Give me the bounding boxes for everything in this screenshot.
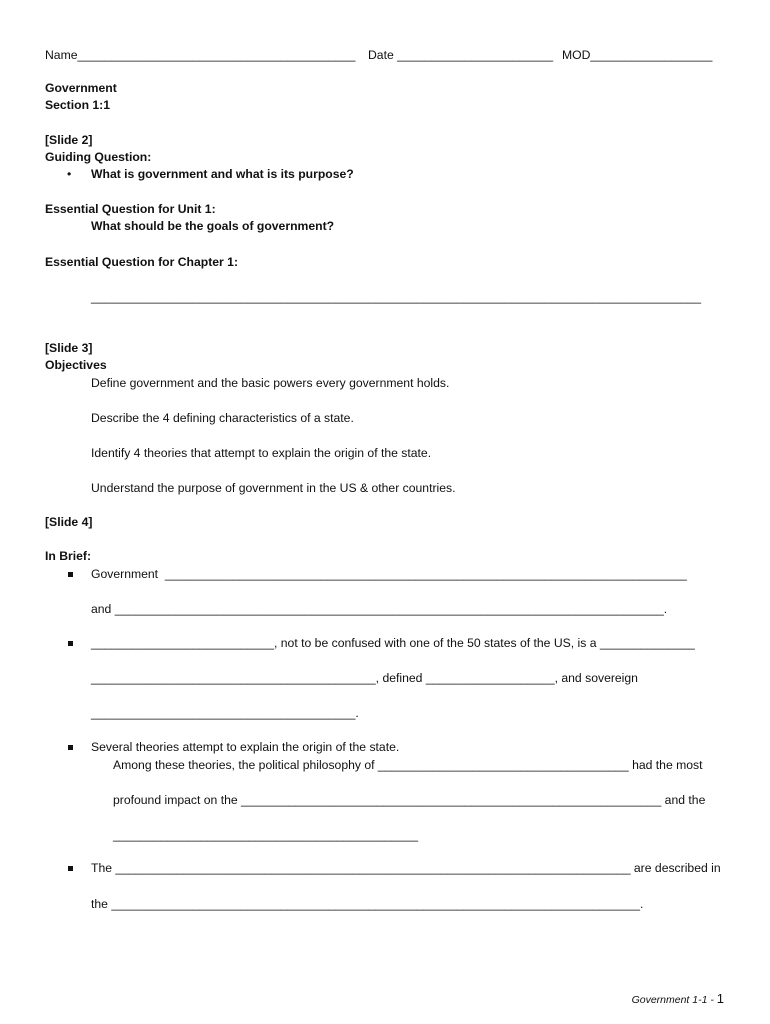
footer-label: Government 1-1 - <box>631 994 717 1006</box>
brief-item-1-line-2: and _________________________________________________________________________________. <box>91 602 668 616</box>
objectives-label: Objectives <box>45 358 107 372</box>
square-bullet-icon <box>68 572 73 577</box>
square-bullet-icon <box>68 866 73 871</box>
essential-chapter-label: Essential Question for Chapter 1: <box>45 255 239 269</box>
guiding-question: What is government and what is its purpose? <box>91 167 354 181</box>
page-number: 1 <box>716 991 724 1006</box>
brief-item-2-line-2: __________________________________________, defined ___________________, and sovereign <box>91 671 638 685</box>
date-field: Date _______________________ <box>368 48 554 62</box>
guiding-bullet: • <box>67 167 72 181</box>
essential-unit-question: What should be the goals of government? <box>91 219 335 233</box>
slide3-label: [Slide 3] <box>45 341 93 355</box>
brief-item-3-line-1: Several theories attempt to explain the origin of the state. <box>91 740 400 754</box>
page-title: Government <box>45 81 117 95</box>
square-bullet-icon <box>68 641 73 646</box>
section-label: Section 1:1 <box>45 98 111 112</box>
brief-item-3-line-4: _____________________________________________ <box>113 828 419 842</box>
name-field: Name_________________________________________ <box>45 48 356 62</box>
objective-item: Understand the purpose of government in the US & other countries. <box>91 481 456 495</box>
square-bullet-icon <box>68 745 73 750</box>
in-brief-label: In Brief: <box>45 549 92 563</box>
brief-item-2-line-1: ___________________________, not to be confused with one of the 50 states of the US, is a ______________ <box>91 636 695 650</box>
guiding-question-label: Guiding Question: <box>45 150 152 164</box>
slide2-label: [Slide 2] <box>45 133 93 147</box>
page-footer <box>632 991 724 1006</box>
objective-item: Describe the 4 defining characteristics of a state. <box>91 411 354 425</box>
essential-chapter-blank: __________________________________________________________________________________________ <box>91 290 702 304</box>
slide4-label: [Slide 4] <box>45 515 93 529</box>
brief-item-4-line-2: the ______________________________________________________________________________. <box>91 897 644 911</box>
objective-item: Define government and the basic powers every government holds. <box>91 376 450 390</box>
objective-item: Identify 4 theories that attempt to explain the origin of the state. <box>91 446 432 460</box>
brief-item-1-line-1: Government _____________________________________________________________________________ <box>91 567 687 581</box>
brief-item-3-line-2: Among these theories, the political philosophy of _____________________________________ had the most <box>113 758 703 772</box>
brief-item-2-line-3: _______________________________________. <box>91 706 359 720</box>
brief-item-3-line-3: profound impact on the ______________________________________________________________ and the <box>113 793 706 807</box>
mod-field: MOD__________________ <box>562 48 713 62</box>
brief-item-4-line-1: The ____________________________________________________________________________ are described in <box>91 861 721 875</box>
essential-unit-label: Essential Question for Unit 1: <box>45 202 216 216</box>
